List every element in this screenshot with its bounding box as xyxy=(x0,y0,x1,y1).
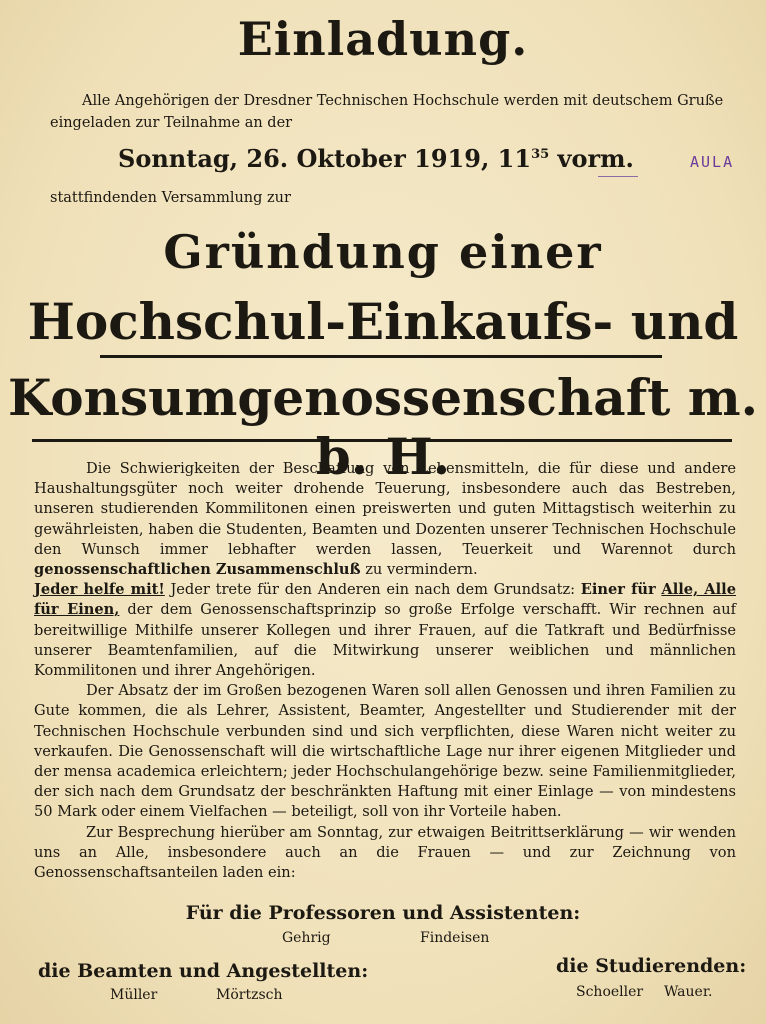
heading-rule-2 xyxy=(32,439,732,442)
paragraph-2 xyxy=(34,580,736,681)
slogan-motto-a: Einer für xyxy=(580,581,656,599)
signature-professors-label: Für die Professoren und Assistenten: xyxy=(185,902,581,924)
signature-officials-label: die Beamten und Angestellten: xyxy=(38,960,369,982)
signature-schoeller: Schoeller xyxy=(576,984,644,1000)
paragraph-1-bold: genossenschaftlichen Zusammenschluß xyxy=(34,561,361,579)
signature-students-label: die Studierenden: xyxy=(556,955,747,977)
paragraph-3: Der Absatz der im Großen bezogenen Waren soll allen Genossen und ihren Familien zu Gute kommen, die als Lehrer, Assistent, Beamter, Angestellter und Studierender mit der Technischen Hochschule verbunden sind und sich verpflichten, diese Waren nicht weiter zu verkaufen. Die Genossenschaft will die wirtschaftliche Lage nur ihrer eigenen Mitglieder und der mensa academica erleichtern; jeder Hochschulangehörige bezw. seine Familienmitglieder, der sich nach dem Grundsatz der beschränkten Haftung mit einer Einlage — von mindestens 50 Mark oder einem Vielfachen — beteiligt, soll von ihr Vorteile haben. xyxy=(34,682,736,821)
meeting-preline: stattfindenden Versammlung zur xyxy=(50,190,291,206)
meeting-date-main: Sonntag, 26. Oktober 1919, 11 xyxy=(118,144,532,173)
paragraph-4: Zur Besprechung hierüber am Sonntag, zur etwaigen Beitrittserklärung — wir wenden uns an Alle, insbesondere auch an die Frauen — und zur Zeichnung von Genossenschaftsanteilen laden ein: xyxy=(34,823,736,882)
stamp-underline xyxy=(598,176,638,177)
paragraph-2-text-2: der dem Genossenschaftsprinzip so große Erfolge verschafft. Wir rechnen auf bereitwillige Mithilfe unserer Kollegen und ihrer Frauen, auf die Tatkraft und Bedürfnisse unserer Beamtenfamilien, auf die Mitwirkung unserer weiblichen und männlichen Kommilitonen und ihrer Angehörigen. xyxy=(34,601,737,680)
slogan-help: Jeder helfe mit! xyxy=(34,581,165,599)
meeting-date xyxy=(118,144,634,173)
paragraph-2-text-1: Jeder trete für den Anderen ein nach dem Grundsatz: xyxy=(164,581,581,599)
meeting-date-minutes: 35 xyxy=(531,147,550,162)
paragraph-1-tail: zu vermindern. xyxy=(360,561,478,579)
signature-wauer: Wauer. xyxy=(664,984,713,1000)
paragraph-1-text: Die Schwierigkeiten der Beschaffung von Lebensmitteln, die für diese und andere Haushaltungsgüter noch weiter drohende Teuerung, insbesondere auch das Bestreben, unseren studierenden Kommilitonen einen preiswerten und guten Mittagstisch weiterhin zu gewährleisten, haben die Studenten, Beamten und Dozenten unserer Technischen Hochschule den Wunsch immer lebhafter werden lassen, Teuerkeit und Warennot durch xyxy=(34,460,736,558)
intro-text: Alle Angehörigen der Dresdner Technischen Hochschule werden mit deutschem Gruße eingeladen zur Teilnahme an der xyxy=(50,93,724,131)
aula-stamp: AULA xyxy=(690,153,735,171)
meeting-date-tail: vorm. xyxy=(549,144,634,173)
signature-mueller: Müller xyxy=(110,987,158,1003)
paragraph-1 xyxy=(34,459,736,580)
signature-findeisen: Findeisen xyxy=(420,930,490,946)
document-title: Einladung. xyxy=(237,12,529,66)
heading-founding: Gründung einer xyxy=(163,225,603,279)
heading-rule-1 xyxy=(100,355,662,358)
heading-cooperative-1: Hochschul-Einkaufs- und xyxy=(27,292,739,351)
body-text xyxy=(34,459,736,883)
signature-gehrig: Gehrig xyxy=(282,930,331,946)
heading-cooperative-2: Konsumgenossenschaft m. b. H. xyxy=(7,368,759,486)
slogan-motto-b: Alle, Alle für Einen, xyxy=(34,581,736,619)
signature-moertzsch: Mörtzsch xyxy=(216,987,283,1003)
